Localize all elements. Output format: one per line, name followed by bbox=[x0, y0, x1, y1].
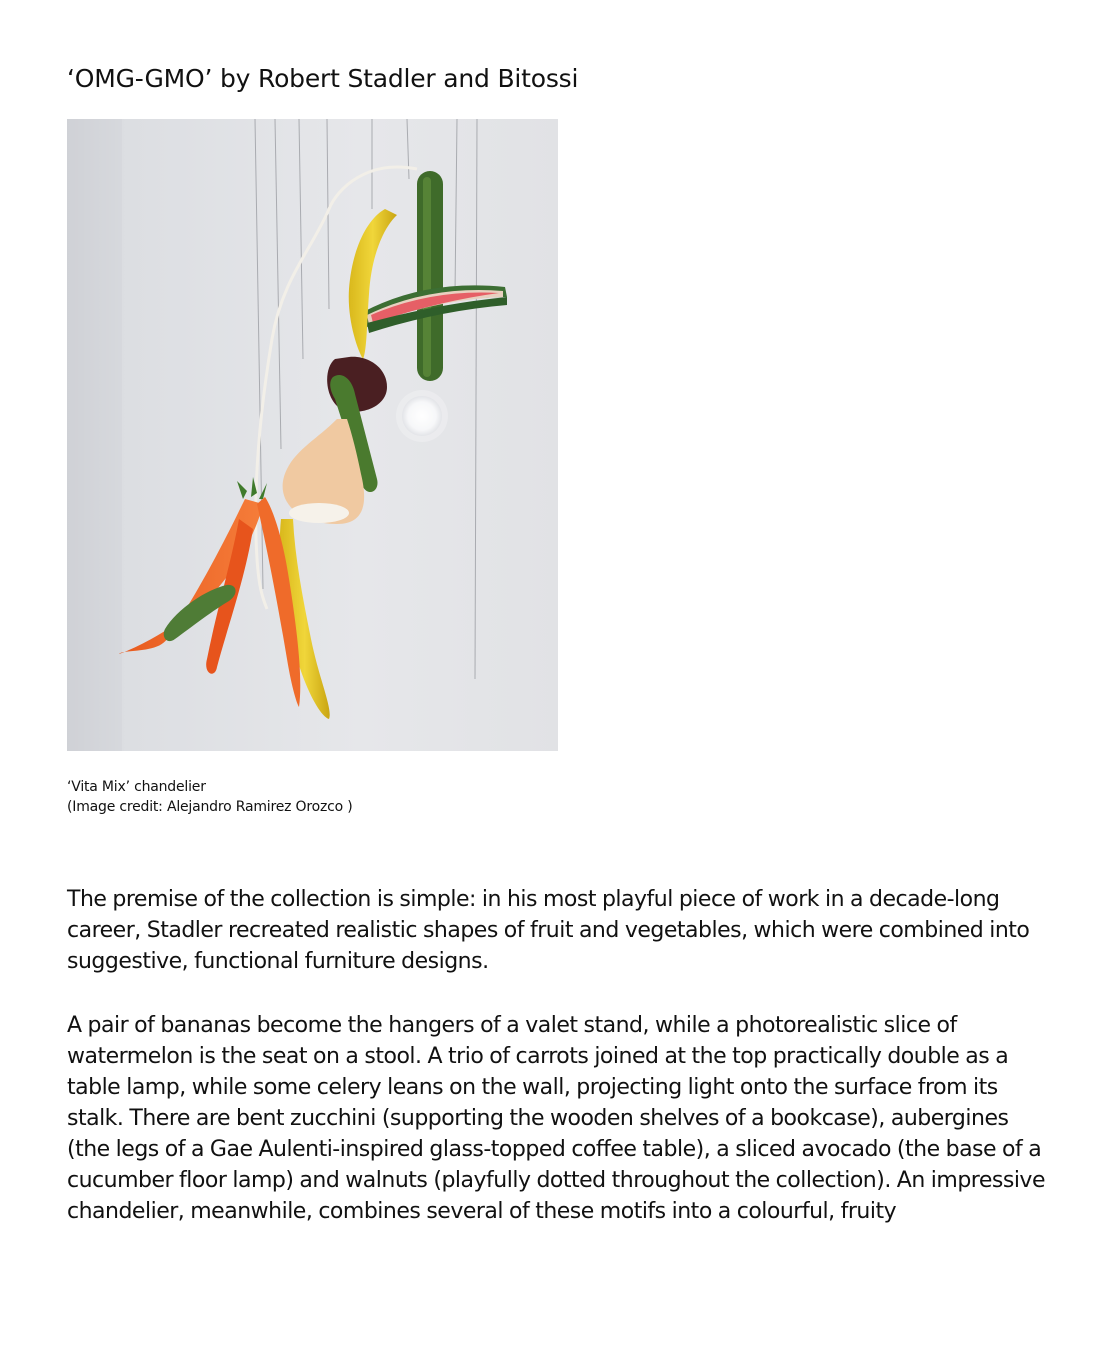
figure-caption bbox=[67, 777, 352, 817]
article-headline: ‘OMG-GMO’ by Robert Stadler and Bitossi bbox=[67, 64, 579, 93]
chandelier-illustration bbox=[67, 119, 558, 751]
cucumber-vertical bbox=[417, 171, 443, 381]
chandelier-photo bbox=[67, 119, 558, 751]
caption-title: ‘Vita Mix’ chandelier bbox=[67, 779, 206, 795]
article-paragraph-1: The premise of the collection is simple: in his most playful piece of work in a decade-long career, Stadler recreated realistic shapes of fruit and vegetables, which were combined into suggestive, functional furniture designs. bbox=[67, 887, 1030, 974]
caption-credit: (Image credit: Alejandro Ramirez Orozco ) bbox=[67, 799, 353, 815]
bulb-lamp bbox=[396, 390, 448, 442]
article-paragraph-2: A pair of bananas become the hangers of a valet stand, while a photorealistic slice of watermelon is the seat on a stool. A trio of carrots joined at the top practically double as a table lamp, while some celery leans on the wall, projecting light onto the surface from its stalk. There are bent zucchini (supporting the wooden shelves of a bookcase), aubergines (the legs of a Gae Aulenti-inspired glass-topped coffee table), a sliced avocado (the base of a cucumber floor lamp) and walnuts (playfully dotted throughout the collection). An impressive chandelier, meanwhile, combines several of these motifs into a colourful, fruity bbox=[67, 1013, 1045, 1224]
